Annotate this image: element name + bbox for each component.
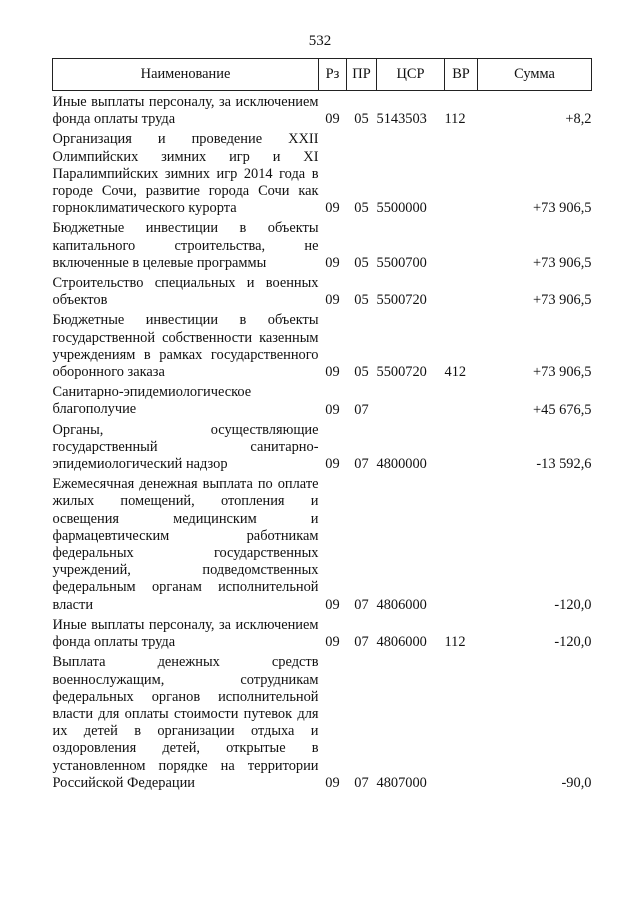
row-csr: 4806000 — [376, 596, 427, 613]
row-sum: -13 592,6 — [536, 456, 592, 473]
row-csr: 5500720 — [376, 292, 427, 309]
row-vr — [445, 476, 478, 617]
row-sum: +45 676,5 — [533, 401, 592, 418]
row-vr: 412 — [444, 364, 467, 381]
row-vr: 112 — [444, 111, 466, 128]
row-pr: 07 — [354, 596, 369, 613]
table-row — [53, 617, 592, 654]
header-vr: ВР — [445, 59, 478, 91]
row-csr: 5500700 — [376, 255, 427, 272]
row-rz: 09 — [325, 364, 340, 381]
row-name: Выплата денежных средств военнослужащим, сотрудникам федеральных органов исполнительной власти для оплаты стоимости путевок для их детей в организации отдыха и оздоровления детей, открытые в установленном порядке на территории Российской Федерации — [52, 654, 319, 791]
row-sum: -120,0 — [554, 634, 592, 651]
row-vr: 112 — [444, 634, 466, 651]
row-sum: -120,0 — [554, 596, 592, 613]
page-number: 532 — [308, 33, 332, 49]
table-header — [53, 59, 592, 91]
row-rz: 09 — [325, 255, 340, 272]
row-rz: 09 — [325, 774, 340, 791]
header-rz: Рз — [319, 59, 347, 91]
row-csr: 4806000 — [376, 634, 427, 651]
row-name: Ежемесячная денежная выплата по оплате жилых помещений, отопления и освещения медицинским и фармацевтическим работникам федеральных государственных учреждений, подведомственных федеральным органам исполнительной власти — [52, 476, 319, 613]
row-name: Иные выплаты персоналу, за исключением фонда оплаты труда — [52, 94, 319, 128]
header-pr: ПР — [347, 59, 377, 91]
row-csr: 5143503 — [376, 111, 427, 128]
table-row — [53, 384, 592, 421]
header-row — [53, 59, 592, 91]
row-sum: +73 906,5 — [533, 200, 592, 217]
table-row — [53, 312, 592, 384]
row-pr: 07 — [354, 456, 369, 473]
row-vr — [445, 422, 478, 477]
table-row — [53, 220, 592, 275]
row-csr: 4800000 — [376, 456, 427, 473]
row-name: Строительство специальных и военных объектов — [52, 275, 319, 309]
table-body — [53, 91, 592, 795]
row-csr — [377, 384, 445, 421]
row-name: Бюджетные инвестиции в объекты капитального строительства, не включенные в целевые программы — [52, 220, 319, 271]
header-sum: Сумма — [478, 59, 592, 91]
row-vr — [445, 654, 478, 795]
row-pr: 07 — [354, 401, 369, 418]
row-sum: +73 906,5 — [533, 292, 592, 309]
budget-table — [52, 58, 592, 795]
row-csr: 5500720 — [376, 364, 427, 381]
row-rz: 09 — [325, 634, 340, 651]
row-pr: 05 — [354, 200, 369, 217]
row-rz: 09 — [325, 456, 340, 473]
row-vr — [445, 384, 478, 421]
table-row — [53, 131, 592, 220]
row-name: Бюджетные инвестиции в объекты государственной собственности казенным учреждениям в рамках государственного оборонного заказа — [52, 312, 319, 381]
row-pr: 07 — [354, 774, 369, 791]
row-name: Санитарно-эпидемиологическое благополучие — [52, 384, 252, 418]
row-vr — [445, 131, 478, 220]
row-vr — [445, 220, 478, 275]
row-sum: +73 906,5 — [533, 255, 592, 272]
row-csr: 4807000 — [376, 774, 427, 791]
header-name: Наименование — [53, 59, 319, 91]
row-rz: 09 — [325, 111, 340, 128]
header-csr: ЦСР — [377, 59, 445, 91]
table-row — [53, 654, 592, 795]
row-pr: 05 — [354, 292, 369, 309]
row-sum: -90,0 — [561, 774, 592, 791]
row-name: Организация и проведение XXII Олимпийских зимних игр и XI Паралимпийских зимних игр 2014 года в городе Сочи, развитие города Сочи как горноклиматического курорта — [52, 131, 319, 217]
table-row — [53, 476, 592, 617]
table-row — [53, 94, 592, 131]
table-row — [53, 275, 592, 312]
row-sum: +8,2 — [565, 111, 592, 128]
row-pr: 05 — [354, 111, 369, 128]
row-rz: 09 — [325, 401, 340, 418]
row-csr: 5500000 — [376, 200, 427, 217]
table-row — [53, 422, 592, 477]
row-pr: 05 — [354, 255, 369, 272]
row-rz: 09 — [325, 292, 340, 309]
row-name: Органы, осуществляющие государственный санитарно-эпидемиологический надзор — [52, 421, 319, 473]
row-name: Иные выплаты персоналу, за исключением фонда оплаты труда — [52, 616, 319, 651]
row-pr: 07 — [354, 634, 369, 651]
row-vr — [445, 275, 478, 312]
row-rz: 09 — [325, 200, 340, 217]
row-sum: +73 906,5 — [533, 364, 592, 381]
row-rz: 09 — [325, 596, 340, 613]
row-pr: 05 — [354, 364, 369, 381]
